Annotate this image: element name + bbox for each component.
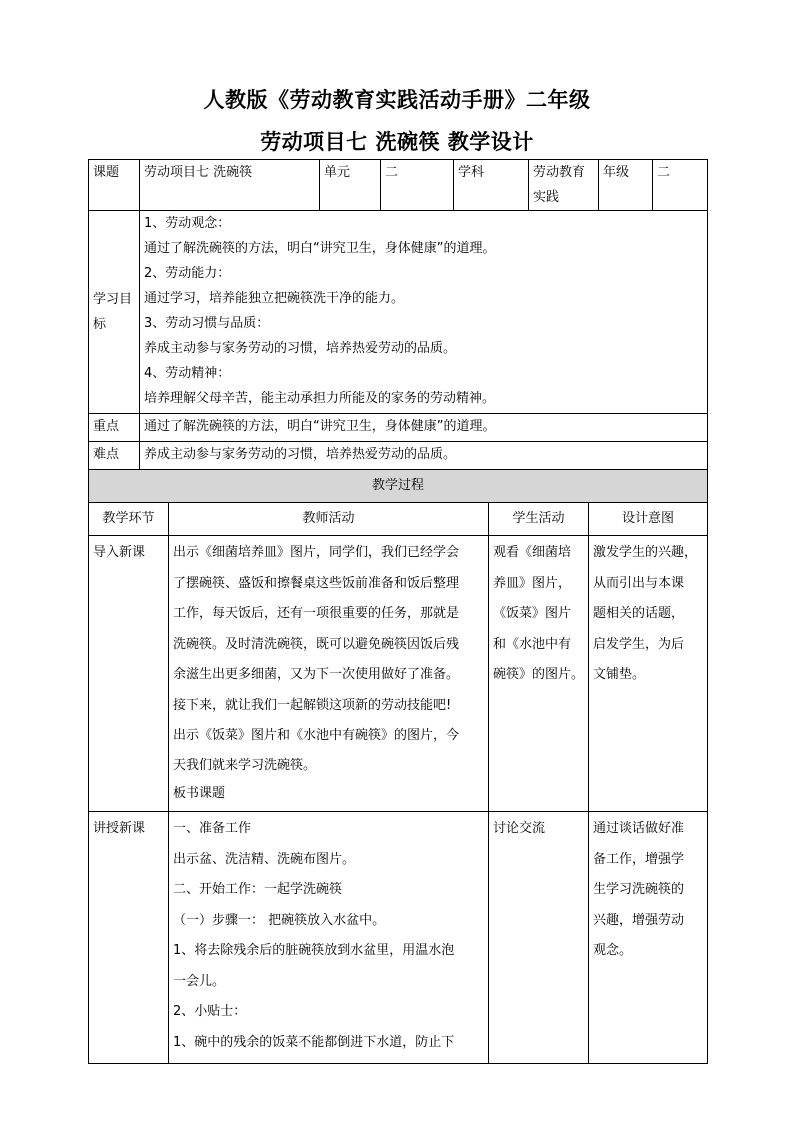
objectives-line: 通过了解洗碗筷的方法，明白“讲究卫生，身体健康”的道理。 bbox=[144, 241, 496, 256]
teacher-line: 1、将去除残余后的脏碗筷放到水盆里，用温水泡 bbox=[173, 943, 455, 958]
teacher-line: （一）步骤一： 把碗筷放入水盆中。 bbox=[173, 912, 386, 928]
objectives-line: 培养理解父母辛苦，能主动承担力所能及的家务的劳动精神。 bbox=[144, 391, 496, 406]
teacher-line: 1、碗中的残余的饭菜不能都倒进下水道，防止下 bbox=[173, 1034, 455, 1050]
unit-label: 单元 bbox=[320, 160, 381, 211]
column-header-student: 学生活动 bbox=[489, 503, 589, 536]
student-line: 《饭菜》图片 bbox=[493, 606, 572, 621]
stage-cell: 导入新课 bbox=[89, 536, 169, 812]
grade-value: 二 bbox=[653, 160, 708, 211]
intent-line: 文铺垫。 bbox=[593, 667, 646, 682]
teacher-activity-cell bbox=[169, 812, 489, 1064]
teacher-line: 接下来，就让我们一起解锁这项新的劳动技能吧! bbox=[173, 697, 452, 713]
intent-line: 兴趣，增强劳动 bbox=[593, 912, 685, 928]
teacher-line: 一、准备工作 bbox=[173, 821, 252, 836]
teacher-line: 出示《饭菜》图片和《水池中有碗筷》的图片，今 bbox=[173, 728, 460, 743]
teacher-line: 板书课题 bbox=[173, 785, 226, 801]
table-row bbox=[89, 812, 708, 1064]
process-section-title: 教学过程 bbox=[89, 470, 708, 503]
teacher-line: 天我们就来学习洗碗筷。 bbox=[173, 757, 317, 773]
teacher-line: 出示《细菌培养皿》图片，同学们，我们已经学会 bbox=[173, 545, 460, 560]
table-row bbox=[89, 536, 708, 812]
student-line: 碗筷》的图片。 bbox=[493, 667, 585, 682]
objectives-line: 3、劳动习惯与品质： bbox=[144, 316, 270, 331]
student-line: 观看《细菌培 bbox=[493, 545, 572, 560]
teacher-line: 余滋生出更多细菌，又为下一次使用做好了准备。 bbox=[173, 667, 460, 682]
intent-line: 备工作，增强学 bbox=[593, 851, 685, 867]
objectives-line: 通过学习，培养能独立把碗筷洗干净的能力。 bbox=[144, 291, 405, 306]
process-table bbox=[88, 469, 708, 1064]
intent-line: 从而引出与本课 bbox=[593, 575, 685, 591]
objectives-line: 2、劳动能力： bbox=[144, 266, 231, 281]
design-intent-cell bbox=[589, 536, 708, 812]
key-point-label: 重点 bbox=[89, 414, 140, 442]
teacher-activity-cell bbox=[169, 536, 489, 812]
subject-value: 劳动教育实践 bbox=[529, 160, 599, 211]
column-header-stage: 教学环节 bbox=[89, 503, 169, 536]
objectives-content bbox=[140, 211, 708, 414]
student-line: 和《水池中有 bbox=[493, 636, 572, 652]
column-header-intent: 设计意图 bbox=[589, 503, 708, 536]
column-header-teacher: 教师活动 bbox=[169, 503, 489, 536]
intent-line: 题相关的话题， bbox=[593, 606, 685, 621]
unit-value: 二 bbox=[381, 160, 454, 211]
intent-line: 通过谈话做好准 bbox=[593, 821, 685, 836]
key-point-value: 通过了解洗碗筷的方法，明白“讲究卫生，身体健康”的道理。 bbox=[140, 414, 708, 442]
info-table bbox=[88, 159, 708, 470]
topic-label: 课题 bbox=[89, 160, 140, 211]
student-line: 讨论交流 bbox=[493, 821, 546, 836]
objectives-line: 4、劳动精神： bbox=[144, 366, 231, 381]
grade-label: 年级 bbox=[599, 160, 653, 211]
teacher-line: 了摆碗筷、盛饭和擦餐桌这些饭前准备和饭后整理 bbox=[173, 575, 460, 591]
teacher-line: 洗碗筷。及时清洗碗筷，既可以避免碗筷因饭后残 bbox=[173, 636, 460, 652]
objectives-label: 学习目标 bbox=[89, 211, 140, 414]
intent-line: 生学习洗碗筷的 bbox=[593, 882, 685, 897]
intent-line: 启发学生，为后 bbox=[593, 636, 685, 652]
teacher-line: 出示盆、洗洁精、洗碗布图片。 bbox=[173, 851, 356, 867]
difficulty-label: 难点 bbox=[89, 442, 140, 470]
topic-value: 劳动项目七 洗碗筷 bbox=[140, 160, 320, 211]
objectives-line: 1、劳动观念： bbox=[144, 216, 231, 231]
teacher-line: 工作，每天饭后，还有一项很重要的任务，那就是 bbox=[173, 606, 460, 621]
difficulty-value: 养成主动参与家务劳动的习惯，培养热爱劳动的品质。 bbox=[140, 442, 708, 470]
subject-label: 学科 bbox=[454, 160, 529, 211]
student-activity-cell bbox=[489, 812, 589, 1064]
teacher-line: 2、小贴士： bbox=[173, 1004, 247, 1019]
student-line: 养皿》图片， bbox=[493, 575, 572, 591]
design-intent-cell bbox=[589, 812, 708, 1064]
stage-cell: 讲授新课 bbox=[89, 812, 169, 1064]
intent-line: 观念。 bbox=[593, 943, 633, 958]
teacher-line: 一会儿。 bbox=[173, 973, 226, 989]
intent-line: 激发学生的兴趣， bbox=[593, 545, 698, 560]
objectives-line: 养成主动参与家务劳动的习惯，培养热爱劳动的品质。 bbox=[144, 341, 457, 356]
document-title: 人教版《劳动教育实践活动手册》二年级 bbox=[203, 87, 591, 112]
student-activity-cell bbox=[489, 536, 589, 812]
document-subtitle: 劳动项目七 洗碗筷 教学设计 bbox=[260, 129, 534, 154]
teacher-line: 二、开始工作：一起学洗碗筷 bbox=[173, 882, 343, 897]
